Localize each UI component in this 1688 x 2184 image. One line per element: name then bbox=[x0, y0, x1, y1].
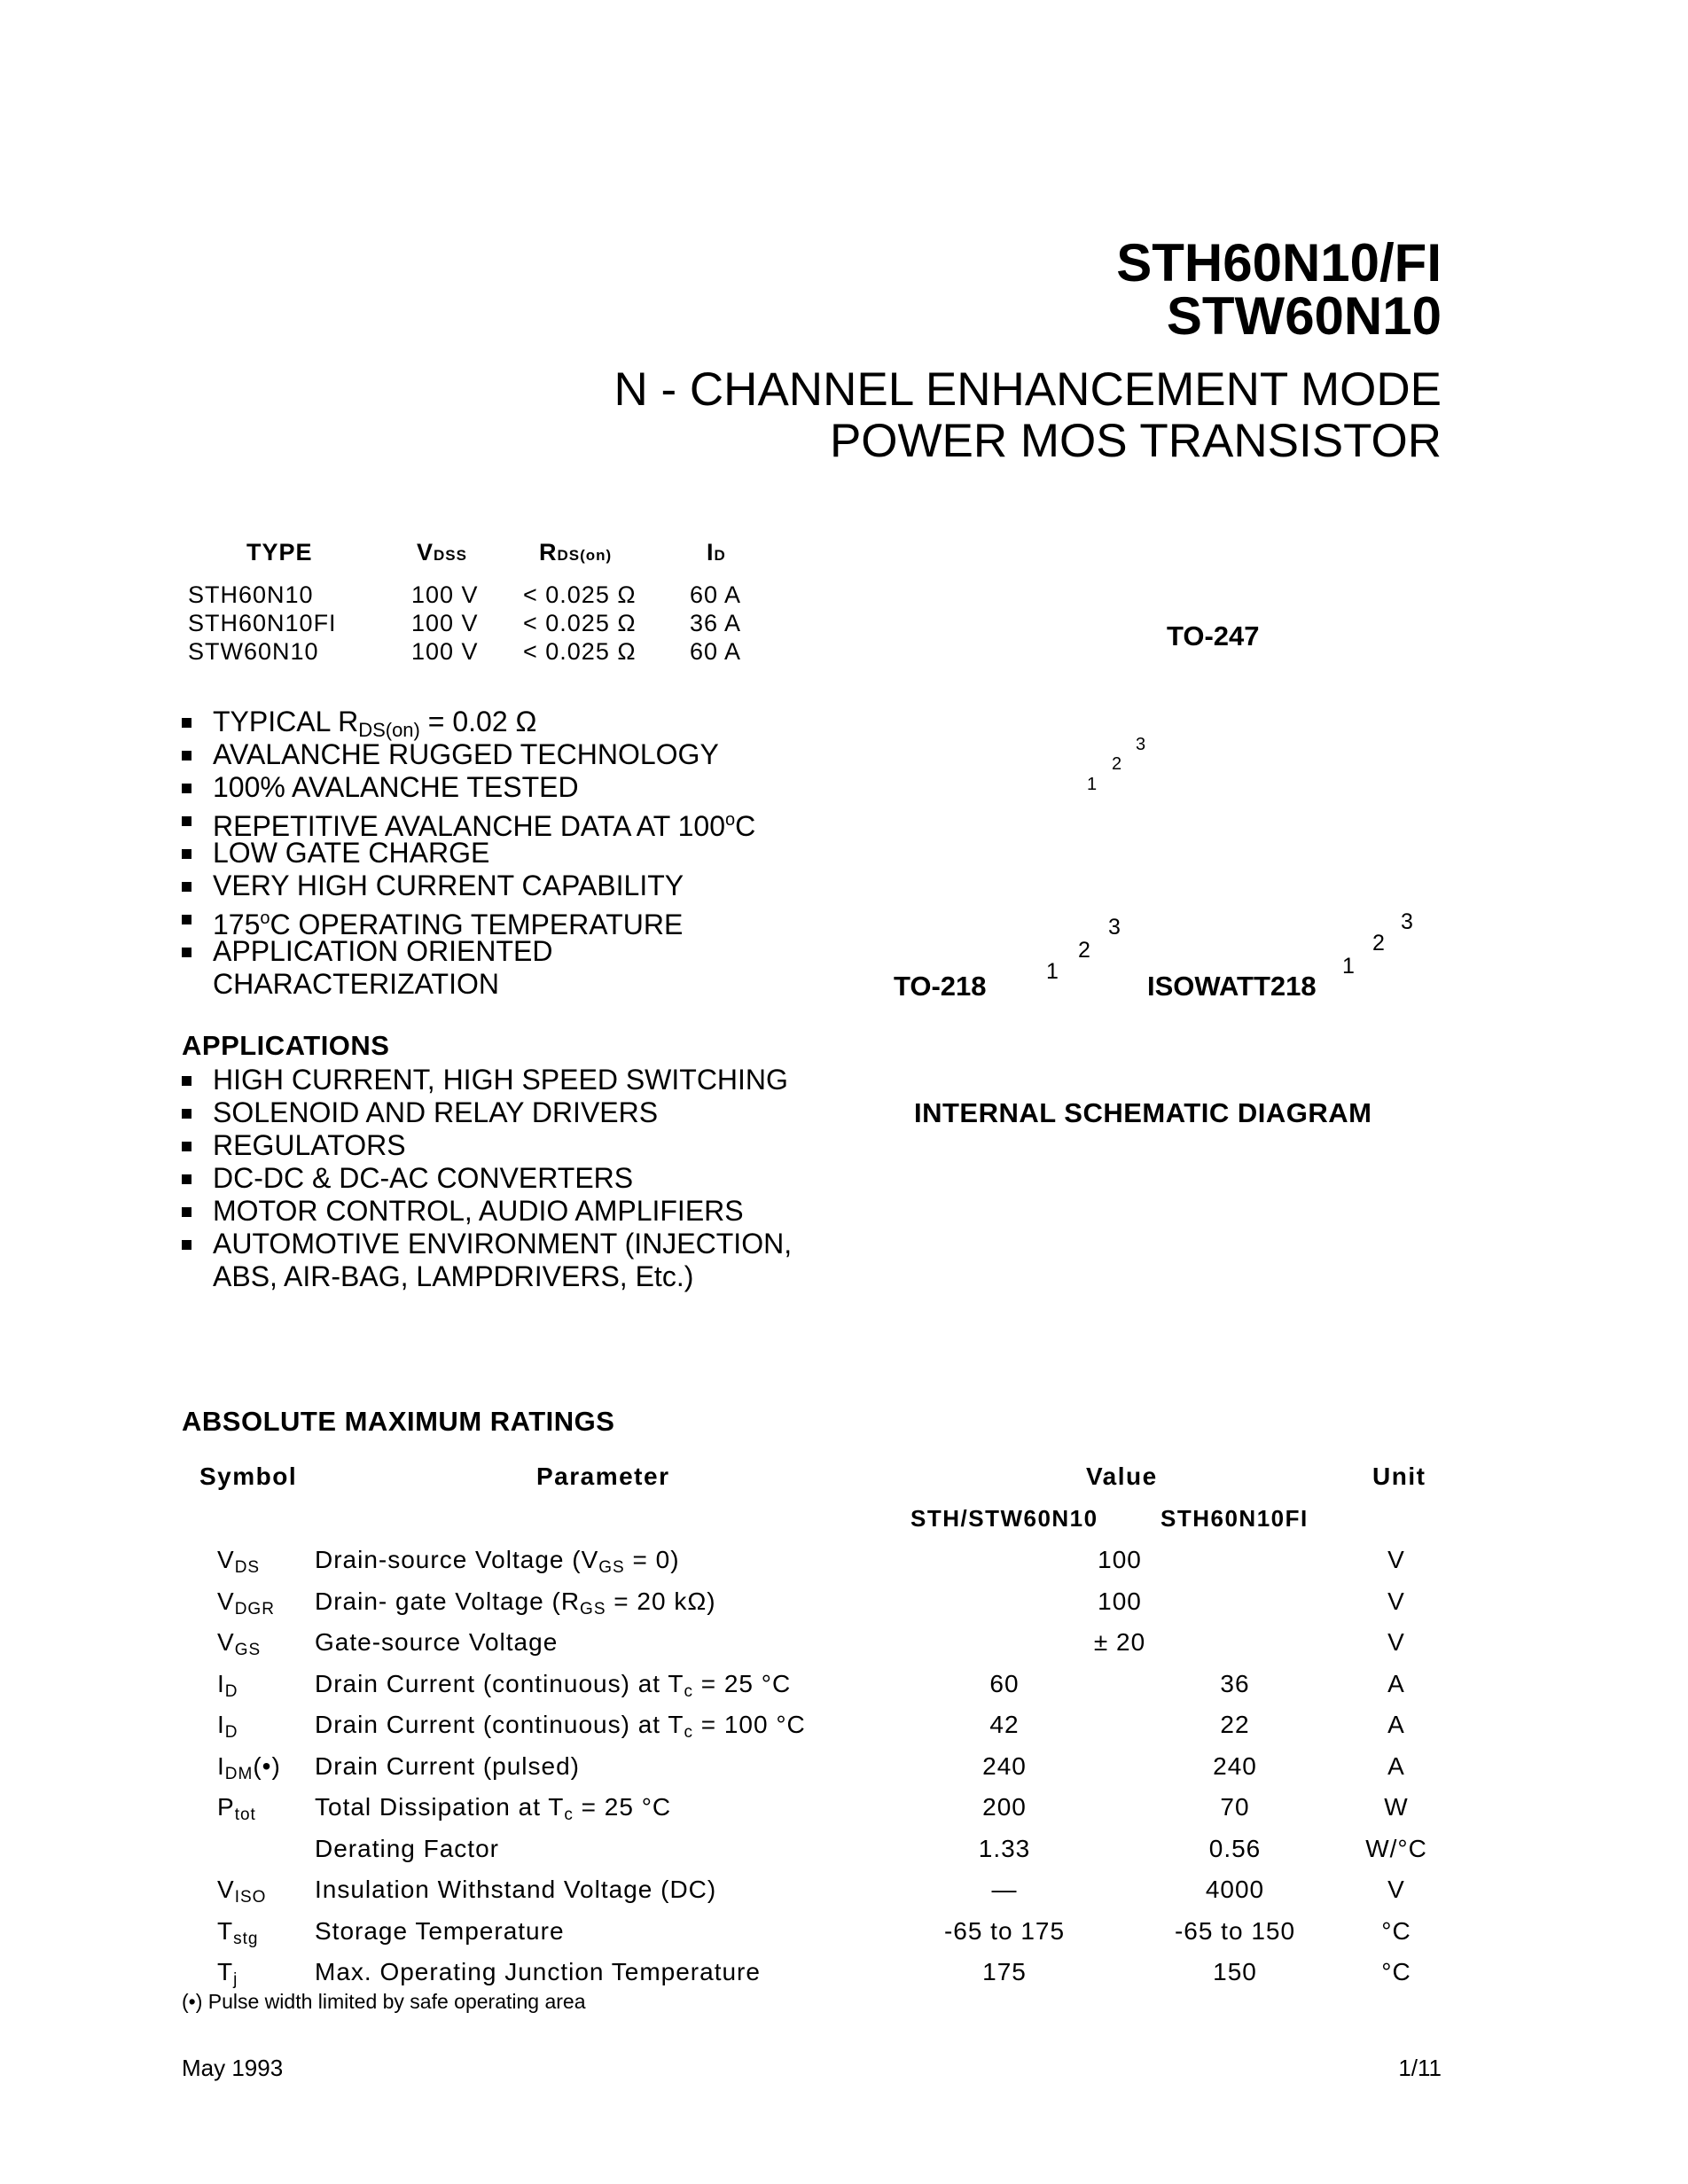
application-item: HIGH CURRENT, HIGH SPEED SWITCHING bbox=[182, 1063, 788, 1096]
rds-header: RDS(on) bbox=[539, 539, 613, 566]
pin-number: 1 bbox=[1046, 959, 1059, 984]
applications-title: APPLICATIONS bbox=[182, 1030, 390, 1061]
rating-parameter: Drain Current (pulsed) bbox=[315, 1752, 580, 1780]
feature-item: VERY HIGH CURRENT CAPABILITY bbox=[182, 869, 684, 902]
value-header: Value bbox=[1086, 1462, 1158, 1490]
rating-unit: V bbox=[1387, 1628, 1405, 1656]
rating-symbol: $T_j$ bbox=[217, 1958, 238, 1989]
rating-parameter: Drain-source Voltage $(V_{GS} = 0)$ bbox=[315, 1546, 680, 1577]
rating-symbol: $P_{tot}$ bbox=[217, 1793, 256, 1824]
rating-value-col1: — bbox=[991, 1876, 1018, 1903]
vdss-cell: 100 V bbox=[411, 581, 479, 608]
schematic-title: INTERNAL SCHEMATIC DIAGRAM bbox=[914, 1097, 1372, 1128]
rating-parameter: Max. Operating Junction Temperature bbox=[315, 1958, 761, 1985]
rating-symbol: $V_{ISO}$ bbox=[217, 1876, 267, 1907]
rds-cell: < 0.025 Ω bbox=[523, 638, 637, 665]
feature-item: 175$^o$C OPERATING TEMPERATURE bbox=[182, 901, 683, 941]
rating-value-col1: 1.33 bbox=[978, 1835, 1031, 1862]
description-line2: POWER MOS TRANSISTOR bbox=[829, 415, 1442, 467]
feature-item: LOW GATE CHARGE bbox=[182, 836, 489, 870]
rating-parameter: Gate-source Voltage bbox=[315, 1628, 559, 1656]
rating-value-col2: 150 bbox=[1213, 1958, 1257, 1985]
bullet-icon bbox=[182, 849, 191, 859]
pin-number: 3 bbox=[1136, 735, 1146, 754]
rating-unit: V bbox=[1387, 1587, 1405, 1615]
rating-symbol: $I_D$ bbox=[217, 1711, 238, 1742]
rating-unit: °C bbox=[1381, 1958, 1411, 1985]
rating-symbol: $V_{DGR}$ bbox=[217, 1587, 275, 1618]
rating-unit: V bbox=[1387, 1546, 1405, 1573]
rating-unit: W bbox=[1384, 1793, 1409, 1821]
rating-symbol: $T_{stg}$ bbox=[217, 1917, 259, 1948]
feature-item: 100% AVALANCHE TESTED bbox=[182, 770, 579, 804]
feature-item: AVALANCHE RUGGED TECHNOLOGY bbox=[182, 737, 719, 771]
vdss-cell: 100 V bbox=[411, 638, 479, 665]
rating-symbol: $V_{DS}$ bbox=[217, 1546, 261, 1577]
rating-parameter: Total Dissipation at $T_c = 25$ °C bbox=[315, 1793, 672, 1824]
rating-value-col1: 240 bbox=[982, 1752, 1027, 1780]
unit-header: Unit bbox=[1372, 1462, 1426, 1490]
rating-value-col2: 240 bbox=[1213, 1752, 1257, 1780]
to247-label: TO-247 bbox=[1167, 620, 1260, 651]
rating-value-col1: -65 to 175 bbox=[943, 1917, 1066, 1945]
type-header: TYPE bbox=[246, 539, 313, 566]
rating-value-col2: 22 bbox=[1220, 1711, 1250, 1738]
bullet-icon bbox=[182, 1109, 191, 1119]
rating-value-col1: 200 bbox=[982, 1793, 1027, 1821]
pin-number: 3 bbox=[1108, 915, 1121, 940]
feature-item: APPLICATION ORIENTED bbox=[182, 934, 552, 968]
description-line1: N - CHANNEL ENHANCEMENT MODE bbox=[613, 363, 1442, 416]
type-cell: STH60N10FI bbox=[188, 610, 337, 636]
rating-value: 100 bbox=[1098, 1587, 1142, 1615]
rating-value-col1: 60 bbox=[989, 1670, 1020, 1697]
bullet-icon bbox=[182, 882, 191, 892]
id-cell: 36 A bbox=[690, 610, 742, 636]
parameter-header: Parameter bbox=[536, 1462, 670, 1490]
application-item: DC-DC & DC-AC CONVERTERS bbox=[182, 1161, 633, 1195]
bullet-icon bbox=[182, 1076, 191, 1086]
bullet-icon bbox=[182, 718, 191, 728]
id-cell: 60 A bbox=[690, 638, 742, 665]
rating-value-col2: 70 bbox=[1220, 1793, 1250, 1821]
bullet-icon bbox=[182, 784, 191, 793]
bullet-icon bbox=[182, 816, 191, 826]
vdss-header: VDSS bbox=[417, 539, 467, 566]
application-item: SOLENOID AND RELAY DRIVERS bbox=[182, 1096, 658, 1129]
application-continuation: ABS, AIR-BAG, LAMPDRIVERS, Etc.) bbox=[213, 1260, 694, 1292]
bullet-icon bbox=[182, 948, 191, 957]
rating-parameter: Storage Temperature bbox=[315, 1917, 565, 1945]
rating-parameter: Insulation Withstand Voltage (DC) bbox=[315, 1876, 717, 1903]
rating-parameter: Drain Current (continuous) at $T_c = 100$ °C bbox=[315, 1711, 806, 1742]
pin-number: 2 bbox=[1112, 754, 1122, 774]
value-col2-header: STH60N10FI bbox=[1160, 1505, 1309, 1532]
pin-number: 2 bbox=[1078, 938, 1090, 963]
application-item: AUTOMOTIVE ENVIRONMENT (INJECTION, bbox=[182, 1227, 792, 1260]
feature-item: REPETITIVE AVALANCHE DATA AT 100$^o$C bbox=[182, 803, 755, 843]
rating-unit: A bbox=[1387, 1711, 1405, 1738]
ratings-title: ABSOLUTE MAXIMUM RATINGS bbox=[182, 1406, 615, 1437]
footnote: (•) Pulse width limited by safe operating area bbox=[182, 1990, 586, 2013]
footer-date: May 1993 bbox=[182, 2055, 284, 2081]
rating-value-col1: 175 bbox=[982, 1958, 1027, 1985]
application-item: REGULATORS bbox=[182, 1128, 406, 1162]
pin-number: 3 bbox=[1401, 909, 1413, 934]
bullet-icon bbox=[182, 1207, 191, 1217]
rating-value: 100 bbox=[1098, 1546, 1142, 1573]
symbol-header: Symbol bbox=[199, 1462, 298, 1490]
rating-unit: A bbox=[1387, 1752, 1405, 1780]
rds-cell: < 0.025 Ω bbox=[523, 610, 637, 636]
rating-value-col2: -65 to 150 bbox=[1174, 1917, 1296, 1945]
rating-value-col2: 36 bbox=[1220, 1670, 1250, 1697]
rating-symbol: $I_{DM}(•)$ bbox=[217, 1752, 281, 1783]
part-number-line2: STW60N10 bbox=[1166, 286, 1442, 346]
rating-unit: °C bbox=[1381, 1917, 1411, 1945]
feature-continuation: CHARACTERIZATION bbox=[213, 968, 499, 1000]
rating-unit: V bbox=[1387, 1876, 1405, 1903]
page-number: 1/11 bbox=[1398, 2055, 1442, 2081]
rating-parameter: Drain Current (continuous) at $T_c = 25$ °C bbox=[315, 1670, 792, 1701]
rating-parameter: Derating Factor bbox=[315, 1835, 499, 1862]
rating-parameter: Drain- gate Voltage ($R_{GS} = 20$ kΩ) bbox=[315, 1587, 716, 1618]
id-header: ID bbox=[707, 539, 726, 566]
rating-value-col2: 4000 bbox=[1205, 1876, 1265, 1903]
bullet-icon bbox=[182, 915, 191, 924]
value-col1-header: STH/STW60N10 bbox=[910, 1505, 1098, 1532]
vdss-cell: 100 V bbox=[411, 610, 479, 636]
rating-value-col1: 42 bbox=[989, 1711, 1020, 1738]
isowatt218-label: ISOWATT218 bbox=[1147, 971, 1317, 1002]
pin-number: 1 bbox=[1342, 954, 1355, 979]
pin-number: 2 bbox=[1372, 931, 1385, 956]
bullet-icon bbox=[182, 751, 191, 760]
rating-symbol: $I_D$ bbox=[217, 1670, 238, 1701]
type-cell: STH60N10 bbox=[188, 581, 314, 608]
rating-unit: A bbox=[1387, 1670, 1405, 1697]
application-item: MOTOR CONTROL, AUDIO AMPLIFIERS bbox=[182, 1194, 744, 1228]
rating-unit: W/°C bbox=[1365, 1835, 1427, 1862]
bullet-icon bbox=[182, 1174, 191, 1184]
type-cell: STW60N10 bbox=[188, 638, 319, 665]
feature-item: TYPICAL RDS(on) = 0.02 Ω bbox=[182, 705, 536, 747]
rating-value: ± 20 bbox=[1093, 1628, 1146, 1656]
bullet-icon bbox=[182, 1240, 191, 1250]
to218-label: TO-218 bbox=[894, 971, 987, 1002]
rating-symbol: $V_{GS}$ bbox=[217, 1628, 262, 1659]
bullet-icon bbox=[182, 1142, 191, 1151]
rating-value-col2: 0.56 bbox=[1208, 1835, 1262, 1862]
id-cell: 60 A bbox=[690, 581, 742, 608]
pin-number: 1 bbox=[1087, 775, 1098, 794]
part-number-line1: STH60N10/FI bbox=[1116, 233, 1442, 292]
rds-cell: < 0.025 Ω bbox=[523, 581, 637, 608]
